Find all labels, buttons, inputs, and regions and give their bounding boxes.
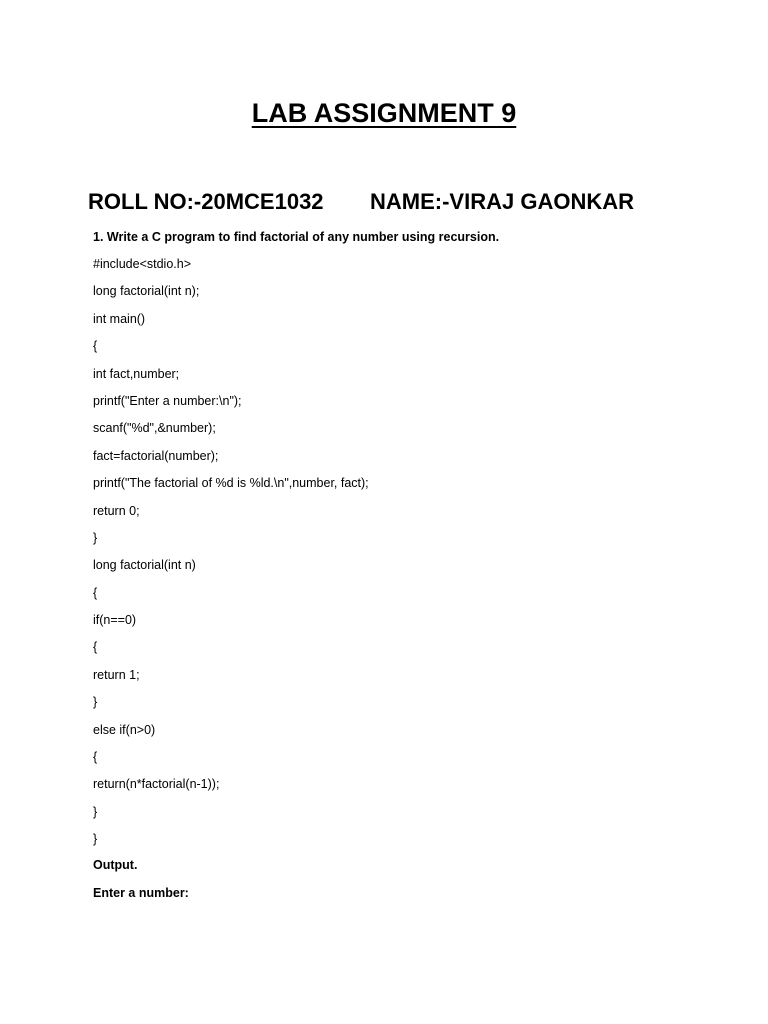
code-line: fact=factorial(number); [93,448,219,463]
code-line: #include<stdio.h> [93,257,191,271]
output-prompt: Enter a number: [93,886,189,900]
code-line: { [93,640,98,655]
code-line: if(n==0) [93,613,137,628]
output-label: Output. [93,858,138,872]
code-line: long factorial(int n); [93,284,200,299]
student-info [88,186,634,218]
code-line: printf("Enter a number:\n"); [93,393,242,408]
code-line: } [93,832,98,847]
roll-number: ROLL NO:-20MCE1032 [88,189,324,214]
code-line: int main() [93,311,146,326]
code-line: } [93,804,98,819]
code-line: { [93,339,98,354]
code-line: scanf("%d",&number); [93,421,216,436]
code-line: printf("The factorial of %d is %ld.\n",number, fact); [93,476,369,491]
student-name: NAME:-VIRAJ GAONKAR [370,189,634,214]
code-line: return 1; [93,667,140,682]
code-line: long factorial(int n) [93,558,196,573]
code-line: else if(n>0) [93,722,156,737]
code-line: } [93,695,98,710]
code-line: { [93,750,98,765]
code-line: { [93,585,98,600]
code-listing [93,255,369,858]
page-title: LAB ASSIGNMENT 9 [251,98,517,128]
code-line: int fact,number; [93,366,180,381]
code-line: return(n*factorial(n-1)); [93,777,220,792]
question-text: 1. Write a C program to find factorial of any number using recursion. [93,230,500,244]
code-line: } [93,530,98,545]
code-line: return 0; [93,503,140,518]
